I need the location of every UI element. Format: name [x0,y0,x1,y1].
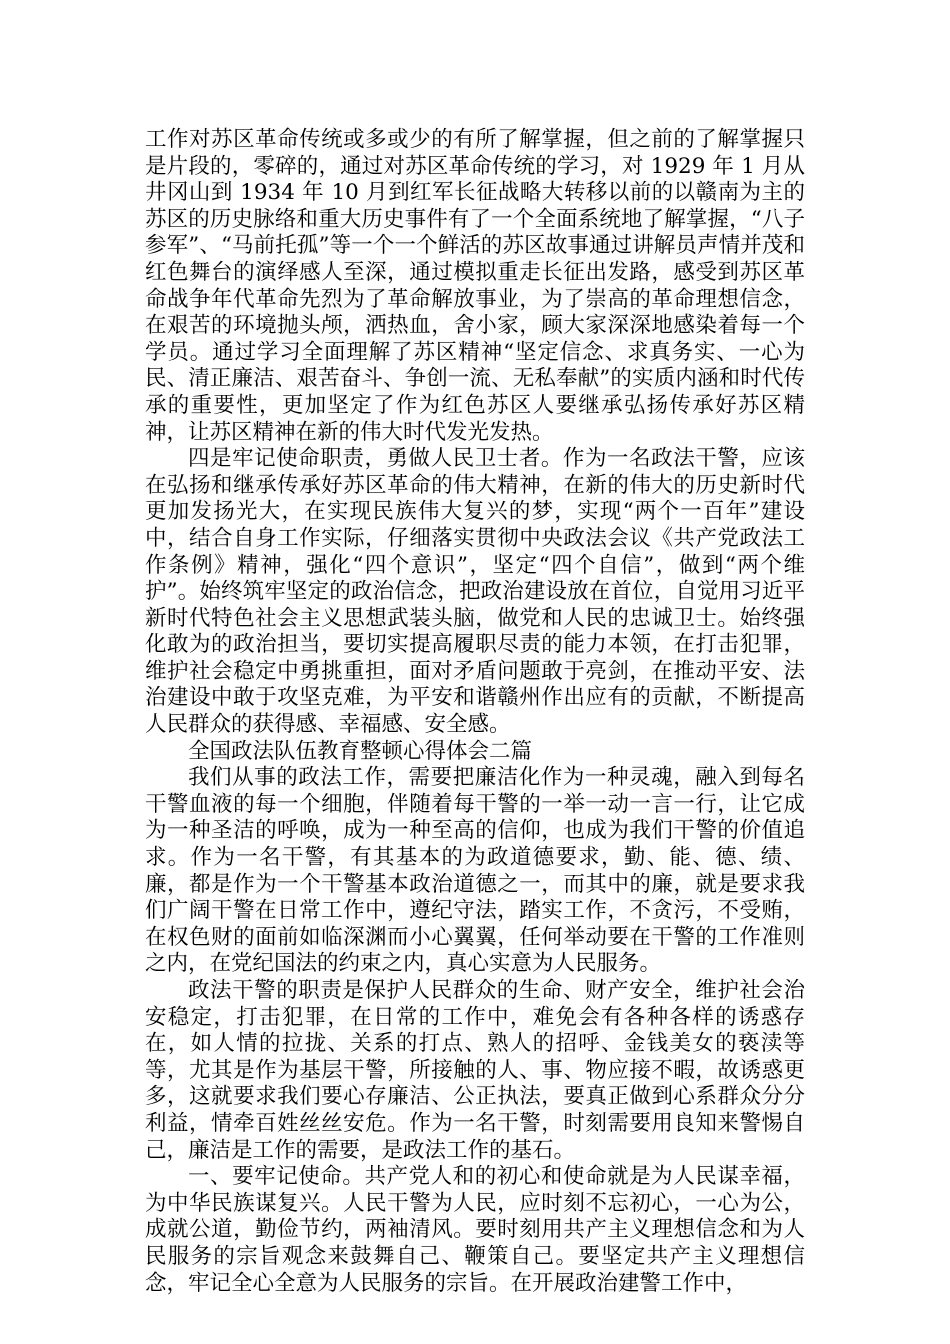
paragraph: 四是牢记使命职责，勇做人民卫士者。作为一名政法干警，应该在弘扬和继承传承好苏区革命的伟大精神，在新的伟大的历史新时代更加发扬光大，在实现民族伟大复兴的梦，实现“两个一百年”建设中，结合自身工作实际，仔细落实贯彻中央政法会议《共产党政法工作条例》精神，强化“四个意识”，坚定“四个自信”，做到“两个维护”。始终筑牢坚定的政治信念，把政治建设放在首位，自觉用习近平新时代特色社会主义思想武装头脑，做党和人民的忠诚卫士。始终强化敢为的政治担当，要切实提高履职尽责的能力本领，在打击犯罪，维护社会稳定中勇挑重担，面对矛盾问题敢于亮剑，在推动平安、法治建设中敢于攻坚克难，为平安和谐赣州作出应有的贡献，不断提高人民群众的获得感、幸福感、安全感。 [145,446,805,738]
document-body [145,127,805,1297]
section-heading: 全国政法队伍教育整顿心得体会二篇 [188,738,533,764]
paragraph: 工作对苏区革命传统或多或少的有所了解掌握，但之前的了解掌握只是片段的，零碎的，通过对苏区革命传统的学习，对 1929 年 1 月从井冈山到 1934 年 10 月到红军长征战略大转移以前的以赣南为主的苏区的历史脉络和重大历史事件有了一个全面系统地了解掌握，“八子参军”、“马前托孤”等一个一个鲜活的苏区故事通过讲解员声情并茂和红色舞台的演绎感人至深，通过模拟重走长征出发路，感受到苏区革命战争年代革命先烈为了革命解放事业，为了崇高的革命理想信念，在艰苦的环境抛头颅，洒热血，舍小家，顾大家深深地感染着每一个学员。通过学习全面理解了苏区精神“坚定信念、求真务实、一心为民、清正廉洁、艰苦奋斗、争创一流、无私奉献”的实质内涵和时代传承的重要性，更加坚定了作为红色苏区人要继承弘扬传承好苏区精神，让苏区精神在新的伟大时代发光发热。 [145,127,805,445]
paragraph: 政法干警的职责是保护人民群众的生命、财产安全，维护社会治安稳定，打击犯罪，在日常的工作中，难免会有各种各样的诱惑存在，如人情的拉拢、关系的打点、熟人的招呼、金钱美女的亵渎等等，尤其是作为基层干警，所接触的人、事、物应接不暇，故诱惑更多，这就要求我们要心存廉洁、公正执法，要真正做到心系群众分分利益，情牵百姓丝丝安危。作为一名干警，时刻需要用良知来警惕自己，廉洁是工作的需要，是政法工作的基石。 [145,978,805,1163]
paragraph: 我们从事的政法工作，需要把廉洁化作为一种灵魂，融入到每名干警血液的每一个细胞，伴随着每干警的一举一动一言一行，让它成为一种圣洁的呼唤，成为一种至高的信仰，也成为我们干警的价值追求。作为一名干警，有其基本的为政道德要求，勤、能、德、绩、廉，都是作为一个干警基本政治道德之一，而其中的廉，就是要求我们广阔干警在日常工作中，遵纪守法，踏实工作，不贪污，不受贿，在权色财的面前如临深渊而小心翼翼，任何举动要在干警的工作准则之内，在党纪国法的约束之内，真心实意为人民服务。 [145,765,805,977]
paragraph: 一、要牢记使命。共产党人和的初心和使命就是为人民谋幸福，为中华民族谋复兴。人民干警为人民，应时刻不忘初心，一心为公，成就公道，勤俭节约，两袖清风。要时刻用共产主义理想信念和为人民服务的宗旨观念来鼓舞自己、鞭策自己。要坚定共产主义理想信念，牢记全心全意为人民服务的宗旨。在开展政治建警工作中， [145,1164,805,1296]
